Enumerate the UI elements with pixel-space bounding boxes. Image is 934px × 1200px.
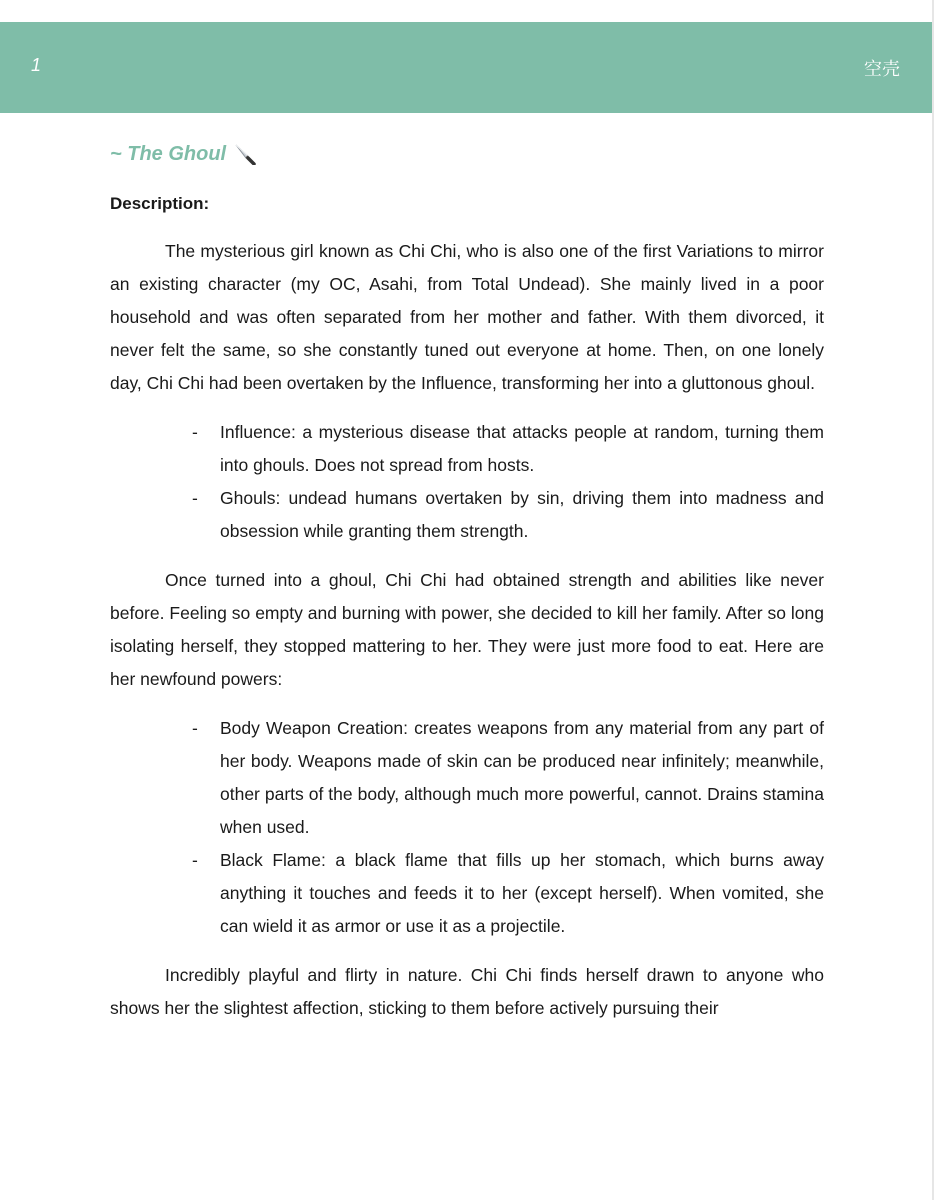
section-title — [110, 138, 824, 170]
list-item — [110, 482, 824, 548]
page-header — [0, 22, 932, 113]
list-item-text: Influence: a mysterious disease that attacks people at random, turning them into ghouls. Does not spread from hosts. — [220, 422, 824, 475]
list-item — [110, 844, 824, 943]
list-item — [110, 712, 824, 844]
list-item-text: Black Flame: a black flame that fills up her stomach, which burns away anything it touches and feeds it to her (except herself). When vomited, she can wield it as armor or use it as a projectile. — [220, 850, 824, 936]
page-number: 1 — [31, 55, 42, 75]
paragraph-powers: Once turned into a ghoul, Chi Chi had obtained strength and abilities like never before. Feeling so empty and burning with power, she decided to kill her family. After so long isolating herself, they stopped mattering to her. They were just more food to eat. Here are her newfound powers: — [110, 570, 824, 689]
paragraph-intro: The mysterious girl known as Chi Chi, who is also one of the first Variations to mirror an existing character (my OC, Asahi, from Total Undead). She mainly lived in a poor household and was often separated from her mother and father. With them divorced, it never felt the same, so she constantly tuned out everyone at home. Then, on one lonely day, Chi Chi had been overtaken by the Influence, transforming her into a gluttonous ghoul. — [110, 241, 824, 393]
paragraph-personality: Incredibly playful and flirty in nature. Chi Chi finds herself drawn to anyone who shows her the slightest affection, sticking to them before actively pursuing their — [110, 965, 824, 1018]
list-item-text: Ghouls: undead humans overtaken by sin, driving them into madness and obsession while granting them strength. — [220, 488, 824, 541]
bullet-list-definitions — [110, 416, 824, 548]
description-label: Description: — [110, 194, 210, 213]
document-body — [110, 138, 824, 1025]
list-item-text: Body Weapon Creation: creates weapons from any material from any part of her body. Weapons made of skin can be produced near infinitely; meanwhile, other parts of the body, although much more powerful, cannot. Drains stamina when used. — [220, 718, 824, 837]
bullet-marker: - — [192, 422, 198, 442]
header-title-mark: 空壳 — [864, 59, 900, 80]
bullet-marker: - — [192, 488, 198, 508]
bullet-marker: - — [192, 718, 198, 738]
list-item — [110, 416, 824, 482]
bullet-marker: - — [192, 850, 198, 870]
bullet-list-powers — [110, 712, 824, 943]
knife-icon — [234, 143, 256, 165]
section-title-text: ~ The Ghoul — [110, 142, 227, 165]
